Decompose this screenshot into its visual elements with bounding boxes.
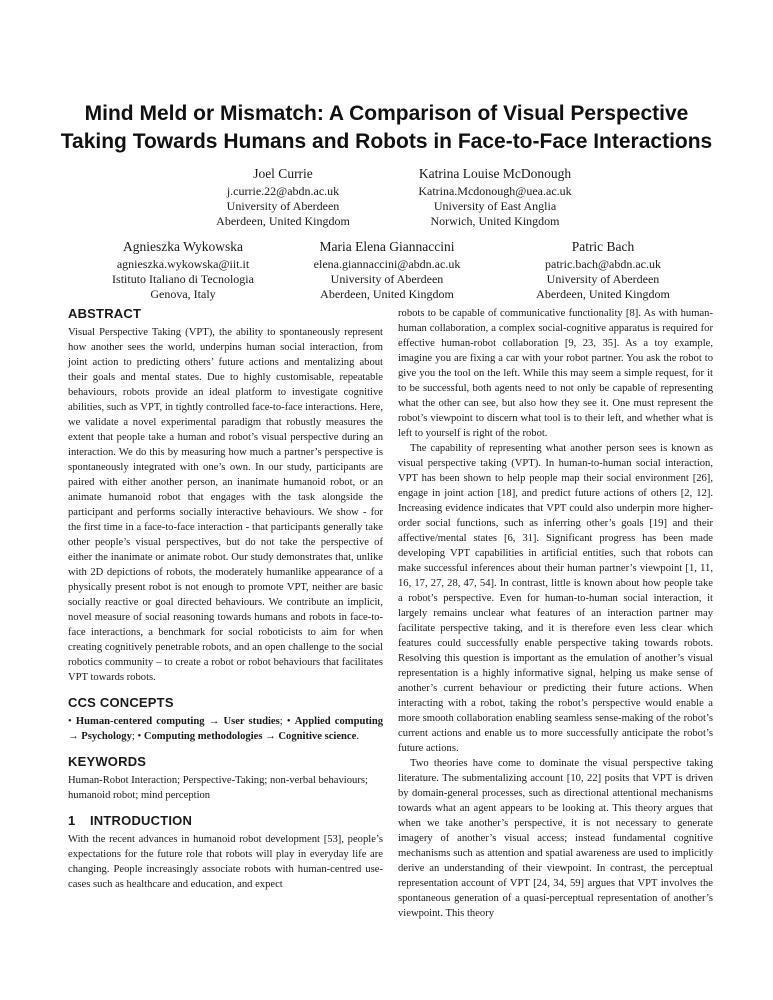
intro-paragraph-3: Two theories have come to dominate the visual perspective taking literature. The submentalizing account [10, 22] posits that VPT is driven by domain-general processes, such as directional attentional mechanisms towards what an agent appears to be looking at. This theory argues that when we take another’s perspective, it is not necessary to generate imagery of another’s visual access; instead fundamental cognitive mechanisms such as attention and spatial awareness are used to implicitly derive an understanding of their viewpoint. In contrast, the perceptual representation account of VPT [24, 34, 59] argues that VPT involves the spontaneous generation of a quasi-perceptual representation of another’s viewpoint. This theory — [398, 758, 713, 919]
author-affiliation: University of Aberdeen — [330, 272, 444, 286]
author-name: Maria Elena Giannaccini — [319, 239, 455, 254]
ccs-term: Computing methodologies — [143, 731, 263, 742]
author-email: agnieszka.wykowska@iit.it — [116, 257, 250, 271]
ccs-term: Human-centered computing — [75, 716, 205, 727]
section-title: INTRODUCTION — [90, 813, 193, 828]
abstract-heading: ABSTRACT — [68, 306, 142, 321]
author-name: Agnieszka Wykowska — [122, 239, 244, 254]
author-location: Genova, Italy — [150, 287, 216, 301]
ccs-end: . — [356, 731, 359, 742]
author-block-4 — [282, 237, 492, 302]
author-email: Katrina.Mcdonough@uea.ac.uk — [418, 184, 572, 198]
author-location: Aberdeen, United Kingdom — [536, 287, 670, 301]
ccs-separator: ; — [131, 731, 135, 742]
ccs-concepts — [68, 714, 383, 744]
author-email: elena.giannaccini@abdn.ac.uk — [313, 257, 461, 271]
author-location: Aberdeen, United Kingdom — [320, 287, 454, 301]
intro-paragraph-2: The capability of representing what another person sees is known as visual perspective taking (VPT). In human-to-human social interaction, VPT has been shown to help people map their social environment [26], engage in joint action [18], and predict future actions of others [2, 12]. Increasing evidence indicates that VPT could also underpin more higher-order social functions, such as inferring other’s goals [19] and their affective/mental states [6, 31]. Significant progress has been made developing VPT capabilities in artificial entities, such that robots can make successful inferences about their human partner’s viewpoint [1, 11, 16, 17, 27, 28, 47, 54]. In contrast, little is known about how people take a robot’s perspective. Even for human-to-human social interaction, it largely remains unclear what features of an interaction partner may facilitate perspective taking, and it is therefore even less clear which features could successfully enable perspective taking towards robots. Resolving this question is important as the emulation of another’s visual representation is a highly informative signal, helping us make sense of another’s current behaviour or predicting their future actions. When interacting with a robot, taking the robot’s perspective would enable a more smooth collaboration enabling seamless sense-making of the robot’s current actions and enable us to more successfully anticipate the robot’s future actions. — [398, 443, 713, 754]
ccs-separator: ; — [279, 716, 283, 727]
ccs-term: Psychology — [81, 731, 132, 742]
ccs-heading: CCS CONCEPTS — [68, 695, 174, 710]
paper-title — [40, 100, 733, 156]
ccs-arrow: → — [208, 716, 220, 727]
author-affiliation: University of Aberdeen — [546, 272, 660, 286]
left-column — [68, 306, 383, 892]
ccs-term: Cognitive science — [278, 731, 357, 742]
right-column — [398, 306, 713, 921]
ccs-bullet: • — [137, 731, 142, 742]
title-line-1: Mind Meld or Mismatch: A Comparison of Visual Perspective — [84, 102, 689, 125]
keywords-text: Human-Robot Interaction; Perspective-Taking; non-verbal behaviours; humanoid robot; mind perception — [68, 775, 368, 801]
author-location: Norwich, United Kingdom — [430, 214, 560, 228]
intro-paragraph-1-continued: robots to be capable of communicative functionality [8]. As with human-human collaboration, a complex social-cognitive apparatus is required for effective human-robot collaboration [9, 23, 35]. As a toy example, imagine you are fixing a car with your robot partner. You ask the robot to give you the tool on the left. While this may seem a simple request, for it to be successful, both agents need to not only be capable of representing what the other can see, but also how they see it. One must represent the robot’s viewpoint to discern what tool is to their left, and whether what is left to yourself is right of the robot. — [398, 308, 713, 439]
ccs-term: Applied computing — [294, 716, 384, 727]
author-email: j.currie.22@abdn.ac.uk — [226, 184, 340, 198]
author-affiliation: University of East Anglia — [433, 199, 557, 213]
ccs-term: User studies — [223, 716, 280, 727]
ccs-arrow: → — [68, 731, 79, 742]
author-name: Joel Currie — [253, 166, 313, 181]
title-line-2: Taking Towards Humans and Robots in Face-to-Face Interactions — [60, 130, 713, 153]
author-block-1 — [183, 164, 383, 229]
author-block-3 — [88, 237, 278, 302]
author-block-5 — [503, 237, 703, 302]
author-block-2 — [375, 164, 615, 229]
section-number: 1 — [68, 813, 76, 828]
author-affiliation: University of Aberdeen — [226, 199, 340, 213]
abstract-text: Visual Perspective Taking (VPT), the ability to spontaneously represent how another sees the world, underpins human social interaction, from joint action to predicting others’ future actions and mentalizing about their goals and mental states. Due to highly customisable, repeatable behaviours, robots provide an ideal platform to investigate cognitive abilities, such as VPT, in tightly controlled face-to-face interactions. Here, we validate a novel experimental paradigm that robustly measures the extent that people take a human and robot’s visual perspective during an interaction. We do this by measuring how much a partner’s perspective is spontaneously integrated with one’s own. In our study, participants are paired with either another person, an inanimate humanoid robot, or an animate humanoid robot that engages with the task alongside the participant and performs socially interactive behaviours. We show - for the first time in a face-to-face interaction - that participants generally take other people’s visual perspectives, but do not take the perspective of either the inanimate or animate robot. Our study demonstrates that, unlike with 2D depictions of robots, the moderately humanlike appearance of a physically present robot is not enough to promote VPT, neither are basic socially reactive or goal directed behaviours. We contribute an implicit, novel measure of social reasoning towards humans and robots in face-to-face interactions, a benchmark for social roboticists to aim for when creating cognitively penetrable robots, and an open challenge to the social robotics community – to create a robot or robot behaviours that facilitates VPT towards robots. — [68, 327, 383, 683]
keywords-heading: KEYWORDS — [68, 754, 147, 769]
intro-paragraph-1: With the recent advances in humanoid robot development [53], people’s expectations for the future role that robots will play in everyday life are changing. People increasingly associate robots with human-centred use-cases such as healthcare and education, and expect — [68, 834, 383, 890]
author-email: patric.bach@abdn.ac.uk — [545, 257, 661, 271]
ccs-bullet: • — [68, 716, 72, 727]
ccs-arrow: → — [265, 731, 276, 742]
author-name: Patric Bach — [571, 239, 635, 254]
author-location: Aberdeen, United Kingdom — [216, 214, 350, 228]
ccs-bullet: • — [286, 716, 291, 727]
intro-heading — [68, 813, 383, 828]
author-name: Katrina Louise McDonough — [418, 166, 572, 181]
author-affiliation: Istituto Italiano di Tecnologia — [112, 272, 254, 286]
